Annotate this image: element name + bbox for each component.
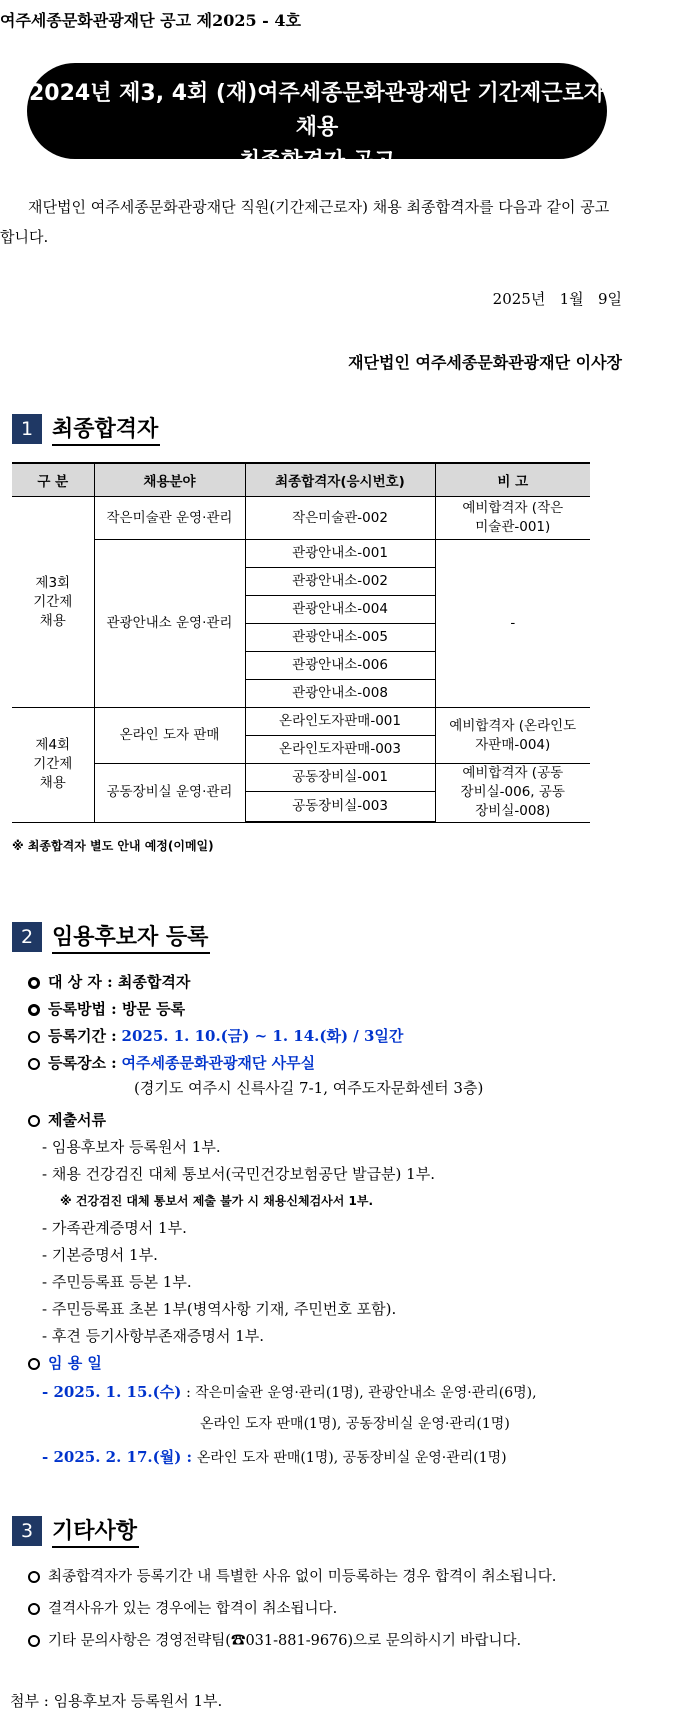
docs-label: 제출서류: [48, 1111, 106, 1129]
appoint-1-text-2: 온라인 도자 판매(1명), 공동장비실 운영·관리(1명): [200, 1416, 510, 1432]
method-label: 등록방법 :: [48, 1000, 117, 1018]
header-passer: 최종합격자(응시번호): [245, 463, 435, 497]
place-line: [28, 1052, 315, 1073]
section-3-number: 3: [12, 1516, 42, 1546]
circle-bullet-icon: [28, 1603, 40, 1615]
intro-paragraph: 재단법인 여주세종문화관광재단 직원(기간제근로자) 채용 최종합격자를 다음과 같이 공고합니다.: [0, 198, 610, 246]
table-header-row: [12, 463, 590, 497]
table-row: [12, 540, 590, 568]
table-row: [12, 497, 590, 540]
passer-cell: 관광안내소-008: [245, 680, 435, 708]
section-3-title: 기타사항: [52, 1514, 139, 1548]
title-line-1: 2024년 제3, 4회 (재)여주세종문화관광재단 기간제근로자 채용: [29, 81, 605, 140]
field-shared: 공동장비실 운영·관리: [94, 764, 245, 823]
other-item: [28, 1629, 521, 1650]
circle-bullet-icon: [28, 977, 40, 989]
announcement-date: 2025년 1월 9일: [492, 290, 622, 308]
remark-online: [435, 708, 590, 764]
circle-bullet-icon: [28, 1004, 40, 1016]
appoint-1: [42, 1381, 537, 1402]
circle-bullet-icon: [28, 1031, 40, 1043]
doc-item: - 채용 건강검진 대체 통보서(국민건강보험공단 발급분) 1부.: [42, 1165, 435, 1183]
group-3rd-label: 제3회 기간제 채용: [33, 574, 73, 629]
appoint-label: 임 용 일: [48, 1354, 102, 1372]
section-1-header: [12, 412, 160, 446]
title-banner: [27, 63, 607, 174]
other-item-text: 기타 문의사항은 경영전략팀(☎031-881-9676)으로 문의하시기 바랍니다.: [48, 1633, 522, 1649]
remark-gallery: [435, 497, 590, 540]
header-field: 채용분야: [94, 463, 245, 497]
appoint-1-text: : 작은미술관 운영·관리(1명), 관광안내소 운영·관리(6명),: [186, 1385, 537, 1401]
title-line-2: 최종합격자 공고: [238, 149, 396, 174]
group-4th-cell: [12, 708, 94, 823]
appoint-2-text: 온라인 도자 판매(1명), 공동장비실 운영·관리(1명): [196, 1450, 507, 1466]
passer-cell: 작은미술관-002: [245, 497, 435, 540]
place-address: (경기도 여주시 신륵사길 7-1, 여주도자문화센터 3층): [134, 1079, 484, 1097]
remark-shared-text: 예비합격자 (공동장비실-006, 공동장비실-008): [460, 765, 565, 820]
method-line: [28, 998, 185, 1019]
target-value: 최종합격자: [117, 973, 191, 991]
doc-item: - 주민등록표 초본 1부(병역사항 기재, 주민번호 포함).: [42, 1300, 397, 1318]
field-online: 온라인 도자 판매: [94, 708, 245, 764]
circle-bullet-icon: [28, 1571, 40, 1583]
period-label: 등록기간 :: [48, 1027, 117, 1045]
remark-online-text: 예비합격자 (온라인도자판매-004): [449, 717, 577, 753]
results-table: [12, 462, 590, 823]
field-tourinfo: 관광안내소 운영·관리: [94, 540, 245, 708]
appoint-line: [28, 1352, 102, 1373]
group-3rd-cell: [12, 497, 94, 708]
passer-cell: 관광안내소-001: [245, 540, 435, 568]
period-line: [28, 1025, 403, 1046]
passer-cell: 관광안내소-002: [245, 568, 435, 596]
section-1-title: 최종합격자: [52, 412, 160, 446]
section-2-title: 임용후보자 등록: [52, 920, 210, 954]
issuer: 재단법인 여주세종문화관광재단 이사장: [348, 353, 622, 372]
remark-gallery-text: 예비합격자 (작은미술관-001): [462, 500, 564, 535]
section-2-number: 2: [12, 922, 42, 952]
remark-tourinfo: -: [435, 540, 590, 708]
circle-bullet-icon: [28, 1358, 40, 1370]
doc-item: - 주민등록표 등본 1부.: [42, 1273, 192, 1291]
doc-item: - 후견 등기사항부존재증명서 1부.: [42, 1327, 265, 1345]
appoint-2-date: - 2025. 2. 17.(월) :: [42, 1448, 193, 1466]
place-value: 여주세종문화관광재단 사무실: [121, 1054, 316, 1072]
circle-bullet-icon: [28, 1058, 40, 1070]
table-row: [12, 708, 590, 736]
place-label: 등록장소 :: [48, 1054, 117, 1072]
attachment: 첨부 : 임용후보자 등록원서 1부.: [10, 1692, 223, 1710]
other-item: [28, 1597, 337, 1618]
appoint-1-date: - 2025. 1. 15.(수): [42, 1383, 182, 1401]
passer-cell: 관광안내소-005: [245, 624, 435, 652]
target-line: [28, 971, 190, 992]
passer-cell: 공동장비실-003: [245, 792, 435, 823]
doc-item: - 기본증명서 1부.: [42, 1246, 158, 1264]
section-1-number: 1: [12, 414, 42, 444]
passer-cell: 관광안내소-006: [245, 652, 435, 680]
header-category: 구 분: [12, 463, 94, 497]
remark-shared: [435, 764, 590, 823]
docs-line: [28, 1109, 106, 1130]
table-row: [12, 764, 590, 792]
other-item-text: 최종합격자가 등록기간 내 특별한 사유 없이 미등록하는 경우 합격이 취소됩니다.: [48, 1569, 557, 1585]
passer-cell: 온라인도자판매-003: [245, 736, 435, 764]
passer-cell: 관광안내소-004: [245, 596, 435, 624]
period-value: 2025. 1. 10.(금) ~ 1. 14.(화) / 3일간: [121, 1027, 404, 1045]
section-3-header: [12, 1514, 139, 1548]
circle-bullet-icon: [28, 1635, 40, 1647]
header-remark: 비 고: [435, 463, 590, 497]
passer-cell: 온라인도자판매-001: [245, 708, 435, 736]
circle-bullet-icon: [28, 1115, 40, 1127]
passer-cell: 공동장비실-001: [245, 764, 435, 792]
table-footnote: ※ 최종합격자 별도 안내 예정(이메일): [12, 839, 214, 853]
doc-item: - 임용후보자 등록원서 1부.: [42, 1138, 221, 1156]
doc-note: ※ 건강검진 대체 통보서 제출 불가 시 채용신체검사서 1부.: [60, 1194, 374, 1208]
group-4th-label: 제4회 기간제 채용: [33, 737, 73, 792]
document-number: 여주세종문화관광재단 공고 제2025 - 4호: [0, 11, 301, 30]
doc-item: - 가족관계증명서 1부.: [42, 1219, 187, 1237]
method-value: 방문 등록: [121, 1000, 186, 1018]
other-item: [28, 1565, 556, 1586]
appoint-2: [42, 1446, 507, 1467]
target-label: 대 상 자 :: [48, 973, 113, 991]
other-item-text: 결격사유가 있는 경우에는 합격이 취소됩니다.: [48, 1601, 338, 1617]
field-gallery: 작은미술관 운영·관리: [94, 497, 245, 540]
section-2-header: [12, 920, 210, 954]
